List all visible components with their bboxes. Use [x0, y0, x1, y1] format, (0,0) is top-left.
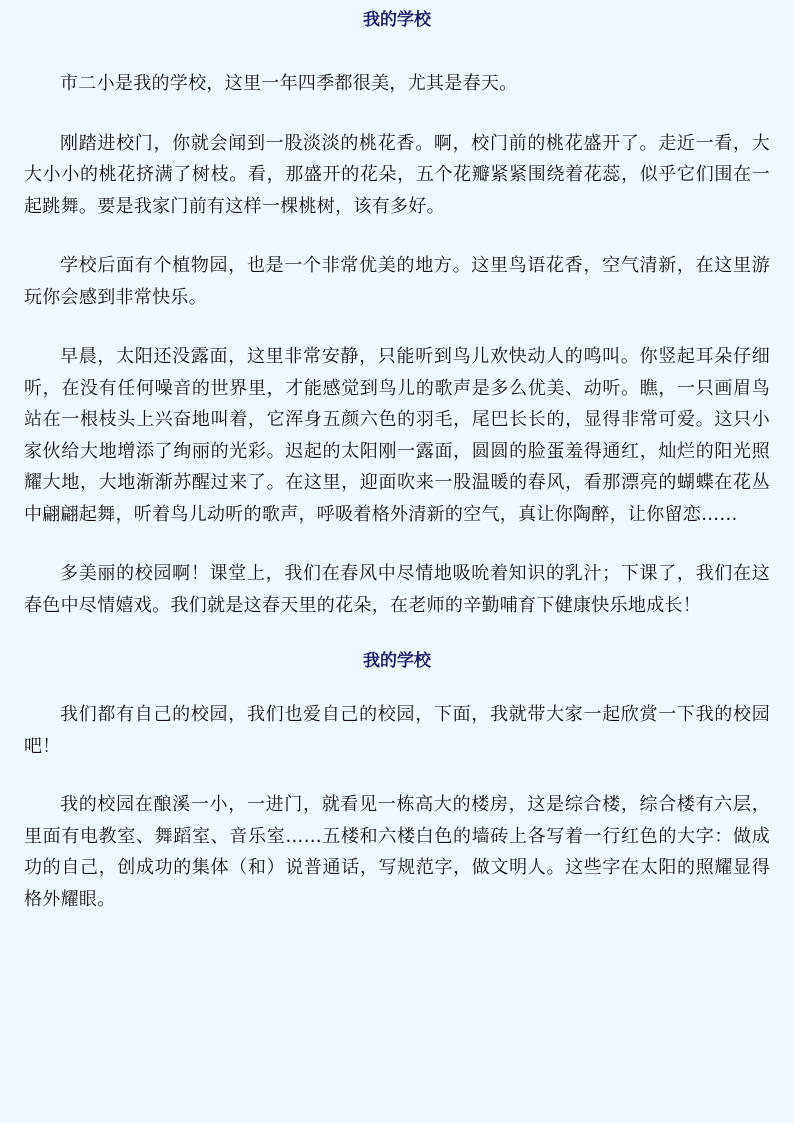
paragraph: 学校后面有个植物园，也是一个非常优美的地方。这里鸟语花香，空气清新，在这里游玩你会感到非常快乐。	[24, 255, 770, 308]
paragraph: 多美丽的校园啊！课堂上，我们在春风中尽情地吸吮着知识的乳汁；下课了，我们在这春色中尽情嬉戏。我们就是这春天里的花朵，在老师的辛勤哺育下健康快乐地成长！	[24, 563, 770, 616]
paragraph: 早晨，太阳还没露面，这里非常安静，只能听到鸟儿欢快动人的鸣叫。你竖起耳朵仔细听，在没有任何噪音的世界里，才能感觉到鸟儿的歌声是多么优美、动听。瞧，一只画眉鸟站在一根枝头上兴奋地叫着，它浑身五颜六色的羽毛，尾巴长长的，显得非常可爱。这只小家伙给大地增添了绚丽的光彩。迟起的太阳刚一露面，圆圆的脸蛋羞得通红，灿烂的阳光照耀大地，大地渐渐苏醒过来了。在这里，迎面吹来一股温暖的春风，看那漂亮的蝴蝶在花丛中翩翩起舞，听着鸟儿动听的歌声，呼吸着格外清新的空气，真让你陶醉，让你留恋……	[24, 346, 770, 525]
paragraph: 刚踏进校门，你就会闻到一股淡淡的桃花香。啊，校门前的桃花盛开了。走近一看，大大小小的桃花挤满了树枝。看，那盛开的花朵，五个花瓣紧紧围绕着花蕊，似乎它们围在一起跳舞。要是我家门前有这样一棵桃树，该有多好。	[24, 132, 770, 217]
essay-title: 我的学校	[363, 10, 431, 30]
paragraph: 我的校园在酿溪一小，一进门，就看见一栋高大的楼房，这是综合楼，综合楼有六层，里面有电教室、舞蹈室、音乐室……五楼和六楼白色的墙砖上各写着一行红色的大字：做成功的自己，创成功的集体（和）说普通话，写规范字，做文明人。这些字在太阳的照耀显得格外耀眼。	[24, 794, 770, 910]
paragraph: 我们都有自己的校园，我们也爱自己的校园，下面，我就带大家一起欣赏一下我的校园吧！	[24, 704, 770, 757]
essay-2	[24, 650, 770, 915]
paragraph: 市二小是我的学校，这里一年四季都很美，尤其是春天。	[60, 73, 518, 94]
essay-title: 我的学校	[363, 651, 431, 671]
essay-1	[24, 0, 770, 621]
